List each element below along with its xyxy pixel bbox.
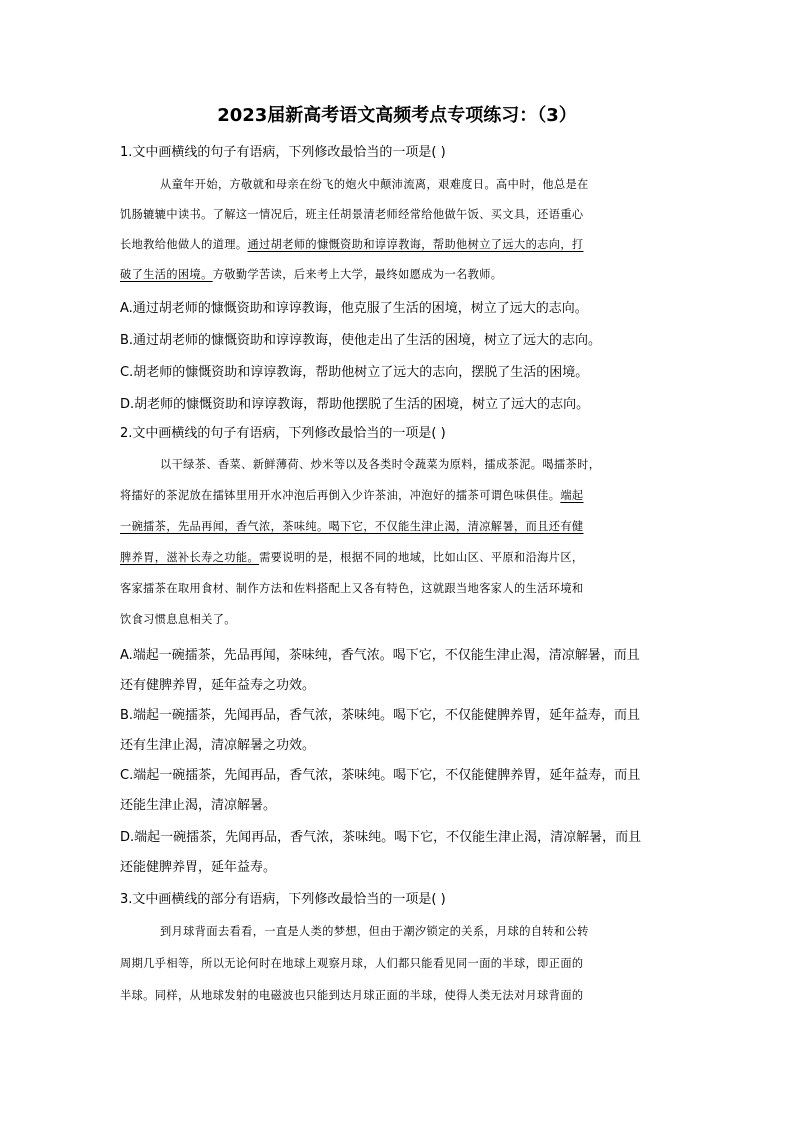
q2-passage-line-4: 脾养胃，滋补长寿之功能。需要说明的是，根据不同的地域，比如山区、平原和沿海片区， [120, 551, 584, 564]
q2-passage-line-5: 客家擂茶在取用食材、制作方法和佐料搭配上又各有特色，这就跟当地客家人的生活环境和 [120, 582, 584, 595]
q1-option-d: D.胡老师的慷慨资助和谆谆教诲，帮助他摆脱了生活的困境，树立了远大的志向。 [120, 397, 590, 412]
q1-passage-line-1: 从童年开始，方敬就和母亲在纷飞的炮火中颠沛流离，艰难度日。高中时，他总是在 [160, 178, 589, 191]
q2-underlined-end: 脾养胃，滋补长寿之功能。 [120, 551, 260, 564]
q3-passage-line-1: 到月球背面去看看，一直是人类的梦想，但由于潮汐锁定的关系，月球的自转和公转 [160, 925, 589, 938]
q2-underlined-middle: 一碗擂茶，先品再闻，香气浓，茶味纯。喝下它，不仅能生津止渴，清凉解暑，而且还有健 [120, 520, 584, 533]
q1-option-a: A.通过胡老师的慷慨资助和谆谆教诲，他克服了生活的困境，树立了远大的志向。 [120, 301, 588, 316]
q1-underlined-sentence-end: 破了生活的困境。 [120, 268, 213, 281]
q1-option-b: B.通过胡老师的慷慨资助和谆谆教诲，使他走出了生活的困境，树立了远大的志向。 [120, 333, 602, 348]
q2-option-c-line-2: 还能生津止渴，清凉解暑。 [120, 798, 277, 813]
q2-option-c-line-1: C.端起一碗擂茶，先闻再品，香气浓，茶味纯。喝下它，不仅能健脾养胃，延年益寿，而且 [120, 768, 641, 783]
q2-underlined-start: 端起 [560, 489, 584, 502]
question-1-stem: 1.文中画横线的句子有语病，下列修改最恰当的一项是( ) [120, 145, 446, 160]
q3-passage-line-3: 半球。同样，从地球发射的电磁波也只能到达月球正面的半球，使得人类无法对月球背面的 [120, 989, 584, 1002]
q2-option-a-line-1: A.端起一碗擂茶，先品再闻，茶味纯，香气浓。喝下它，不仅能生津止渴，清凉解暑，而且 [120, 648, 640, 663]
q1-passage-line-2: 饥肠辘辘中读书。了解这一情况后，班主任胡景清老师经常给他做午饭、买文具，还语重心 [120, 208, 584, 221]
q2-option-b-line-2: 还有生津止渴，清凉解暑之功效。 [120, 738, 316, 753]
question-2-stem: 2.文中画横线的句子有语病，下列修改最恰当的一项是( ) [120, 426, 446, 441]
q1-passage-line-3: 长地教给他做人的道理。通过胡老师的慷慨资助和谆谆教诲，帮助他树立了远大的志向，打 [120, 238, 584, 251]
q2-option-a-line-2: 还有健脾养胃，延年益寿之功效。 [120, 678, 316, 693]
q1-option-c: C.胡老师的慷慨资助和谆谆教诲，帮助他树立了远大的志向，摆脱了生活的困境。 [120, 365, 589, 380]
q2-option-b-line-1: B.端起一碗擂茶，先闻再品，香气浓，茶味纯。喝下它，不仅能健脾养胃，延年益寿，而且 [120, 708, 641, 723]
page-title: 2023届新高考语文高频考点专项练习：（3） [217, 105, 577, 126]
question-3-stem: 3.文中画横线的部分有语病，下列修改最恰当的一项是( ) [120, 892, 446, 907]
q2-passage-line-3 [120, 518, 675, 536]
q2-passage-line-2: 将擂好的茶泥放在擂钵里用开水冲泡后再倒入少许茶油，冲泡好的擂茶可谓色味俱佳。端起 [120, 489, 584, 502]
q1-underlined-sentence: 通过胡老师的慷慨资助和谆谆教诲，帮助他树立了远大的志向，打 [247, 238, 584, 251]
q2-option-d-line-2: 还能健脾养胃，延年益寿。 [120, 860, 277, 875]
q3-passage-line-2: 周期几乎相等，所以无论何时在地球上观察月球，人们都只能看见同一面的半球，即正面的 [120, 957, 584, 970]
q2-passage-line-6: 饮食习惯息息相关了。 [120, 613, 236, 626]
q2-passage-line-1: 以干绿茶、香菜、新鲜薄荷、炒米等以及各类时令蔬菜为原料，擂成茶泥。喝擂茶时， [160, 458, 601, 471]
q2-option-d-line-1: D.端起一碗擂茶，先闻再品，香气浓，茶味纯。喝下它，不仅能生津止渴，清凉解暑，而且 [120, 830, 642, 845]
q1-passage-line-4: 破了生活的困境。方敬勤学苦读，后来考上大学，最终如愿成为一名教师。 [120, 268, 503, 281]
